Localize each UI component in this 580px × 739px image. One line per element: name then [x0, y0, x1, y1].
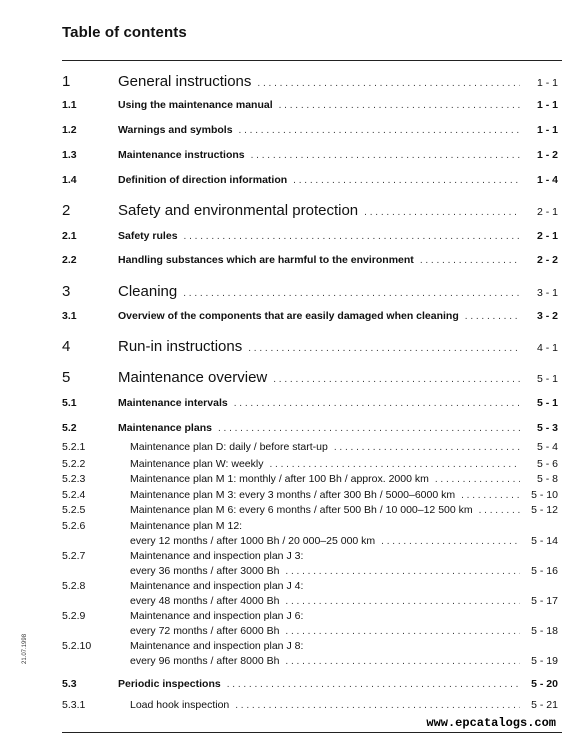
toc-entry-page: 5 - 14 — [531, 535, 558, 547]
dot-leader — [479, 505, 520, 516]
toc-entry-page: 5 - 19 — [531, 655, 558, 667]
dot-leader — [234, 398, 520, 409]
toc-entry-number: 1.4 — [62, 174, 77, 186]
toc-entry-page: 5 - 21 — [531, 699, 558, 711]
dot-leader — [465, 311, 520, 322]
toc-entry-title: Maintenance plan M 3: every 3 months / after 300 Bh / 5000–6000 km — [130, 489, 456, 501]
toc-entry-number: 5.2.10 — [62, 640, 92, 652]
toc-entry-title: Maintenance and inspection plan J 4: — [130, 580, 304, 592]
dot-leader — [293, 175, 520, 186]
dot-leader — [218, 423, 520, 434]
toc-entry-number: 4 — [62, 338, 71, 355]
toc-entry-title: Maintenance and inspection plan J 8: — [130, 640, 304, 652]
toc-entry-page: 5 - 16 — [531, 565, 558, 577]
toc-entry-number: 5.2.5 — [62, 504, 86, 516]
toc-entry-page: 1 - 4 — [536, 174, 558, 186]
toc-entry-page: 1 - 1 — [536, 77, 558, 89]
toc-entry-number: 5.2 — [62, 422, 77, 434]
toc-entry-page: 3 - 2 — [536, 310, 558, 322]
dot-leader — [420, 255, 520, 266]
toc-entry-page: 1 - 1 — [536, 99, 558, 111]
toc-entry-number: 1 — [62, 73, 71, 90]
toc-entry-number: 5.3.1 — [62, 699, 86, 711]
side-code: 21.07.1998 — [22, 633, 28, 664]
toc-entry-title: Maintenance and inspection plan J 3: — [130, 550, 304, 562]
toc-entry-title: Maintenance plan D: daily / before start-up — [130, 441, 328, 453]
toc-entry-number: 5.2.1 — [62, 441, 86, 453]
toc-entry-page: 4 - 1 — [536, 342, 558, 354]
toc-entry-page: 5 - 20 — [531, 678, 558, 690]
dot-leader — [364, 207, 520, 218]
toc-entry-title: every 72 months / after 6000 Bh — [130, 625, 280, 637]
toc-entry-page: 5 - 10 — [531, 489, 558, 501]
dot-leader — [279, 100, 520, 111]
toc-entry-number: 5 — [62, 369, 71, 386]
toc-entry-page: 2 - 2 — [536, 254, 558, 266]
toc-entry-page: 5 - 6 — [536, 458, 558, 470]
toc-entry-title: every 12 months / after 1000 Bh / 20 000–25 000 km — [130, 535, 376, 547]
dot-leader — [257, 78, 520, 89]
toc-entry-number: 3 — [62, 283, 71, 300]
toc-entry-title: Safety rules — [118, 230, 178, 242]
toc-entry-page: 5 - 4 — [536, 441, 558, 453]
toc-entry-number: 2.2 — [62, 254, 77, 266]
toc-entry-page: 1 - 2 — [536, 149, 558, 161]
toc-entry-number: 5.2.9 — [62, 610, 86, 622]
dot-leader — [235, 700, 520, 711]
top-rule — [62, 60, 562, 61]
toc-entry-page: 5 - 8 — [536, 473, 558, 485]
toc-entry-title: Overview of the components that are easily damaged when cleaning — [118, 310, 459, 322]
dot-leader — [269, 459, 520, 470]
toc-entry-page: 3 - 1 — [536, 287, 558, 299]
toc-entry-number: 5.3 — [62, 678, 77, 690]
toc-entry-title: Maintenance plan M 1: monthly / after 100 Bh / approx. 2000 km — [130, 473, 429, 485]
toc-entry-number: 1.1 — [62, 99, 77, 111]
toc-entry-title: Handling substances which are harmful to the environment — [118, 254, 414, 266]
toc-entry-number: 5.2.6 — [62, 520, 86, 532]
dot-leader — [227, 679, 520, 690]
dot-leader — [435, 474, 520, 485]
toc-entry-title: Maintenance plans — [118, 422, 212, 434]
dot-leader — [239, 125, 520, 136]
toc-entry-title: every 36 months / after 3000 Bh — [130, 565, 280, 577]
toc-entry-title: Maintenance intervals — [118, 397, 228, 409]
toc-entry-number: 5.2.7 — [62, 550, 86, 562]
toc-entry-number: 5.1 — [62, 397, 77, 409]
toc-entry-page: 5 - 17 — [531, 595, 558, 607]
toc-entry-title: Using the maintenance manual — [118, 99, 273, 111]
dot-leader — [334, 442, 520, 453]
dot-leader — [461, 490, 520, 501]
toc-entry-page: 5 - 12 — [531, 504, 558, 516]
footer-url[interactable]: www.epcatalogs.com — [426, 716, 556, 730]
toc-entry-title: Run-in instructions — [118, 338, 243, 355]
toc-entry-title: Maintenance plan M 6: every 6 months / after 500 Bh / 10 000–12 500 km — [130, 504, 473, 516]
toc-entry-title: Maintenance plan W: weekly — [130, 458, 264, 470]
toc-entry-number: 2.1 — [62, 230, 77, 242]
dot-leader — [285, 566, 520, 577]
toc-entry-title: Maintenance instructions — [118, 149, 245, 161]
toc-entry-title: Safety and environmental protection — [118, 202, 359, 219]
toc-entry-number: 1.3 — [62, 149, 77, 161]
dot-leader — [285, 626, 520, 637]
toc-entry-number: 5.2.4 — [62, 489, 86, 501]
toc-entry-page: 5 - 1 — [536, 373, 558, 385]
toc-entry-page: 1 - 1 — [536, 124, 558, 136]
dot-leader — [184, 231, 520, 242]
toc-entry-number: 2 — [62, 202, 71, 219]
bottom-rule — [62, 732, 562, 733]
toc-entry-number: 3.1 — [62, 310, 77, 322]
toc-entry-page: 5 - 18 — [531, 625, 558, 637]
dot-leader — [381, 536, 520, 547]
toc-entry-number: 5.2.2 — [62, 458, 86, 470]
toc-entry-title: Maintenance and inspection plan J 6: — [130, 610, 304, 622]
toc-entry-title: every 48 months / after 4000 Bh — [130, 595, 280, 607]
toc-entry-number: 1.2 — [62, 124, 77, 136]
toc-entry-page: 5 - 1 — [536, 397, 558, 409]
toc-entry-title: every 96 months / after 8000 Bh — [130, 655, 280, 667]
toc-entry-title: Maintenance overview — [118, 369, 268, 386]
toc-entry-page: 2 - 1 — [536, 206, 558, 218]
dot-leader — [273, 374, 520, 385]
page-title: Table of contents — [62, 24, 187, 41]
toc-entry-title: Warnings and symbols — [118, 124, 233, 136]
dot-leader — [285, 596, 520, 607]
dot-leader — [285, 656, 520, 667]
toc-entry-title: General instructions — [118, 73, 252, 90]
toc-entry-page: 2 - 1 — [536, 230, 558, 242]
toc-entry-title: Load hook inspection — [130, 699, 230, 711]
toc-entry-title: Maintenance plan M 12: — [130, 520, 243, 532]
toc-entry-page: 5 - 3 — [536, 422, 558, 434]
dot-leader — [251, 150, 520, 161]
dot-leader — [248, 343, 520, 354]
toc-entry-number: 5.2.3 — [62, 473, 86, 485]
dot-leader — [183, 288, 520, 299]
toc-entry-title: Periodic inspections — [118, 678, 221, 690]
toc-entry-number: 5.2.8 — [62, 580, 86, 592]
toc-entry-title: Cleaning — [118, 283, 178, 300]
toc-entry-title: Definition of direction information — [118, 174, 288, 186]
